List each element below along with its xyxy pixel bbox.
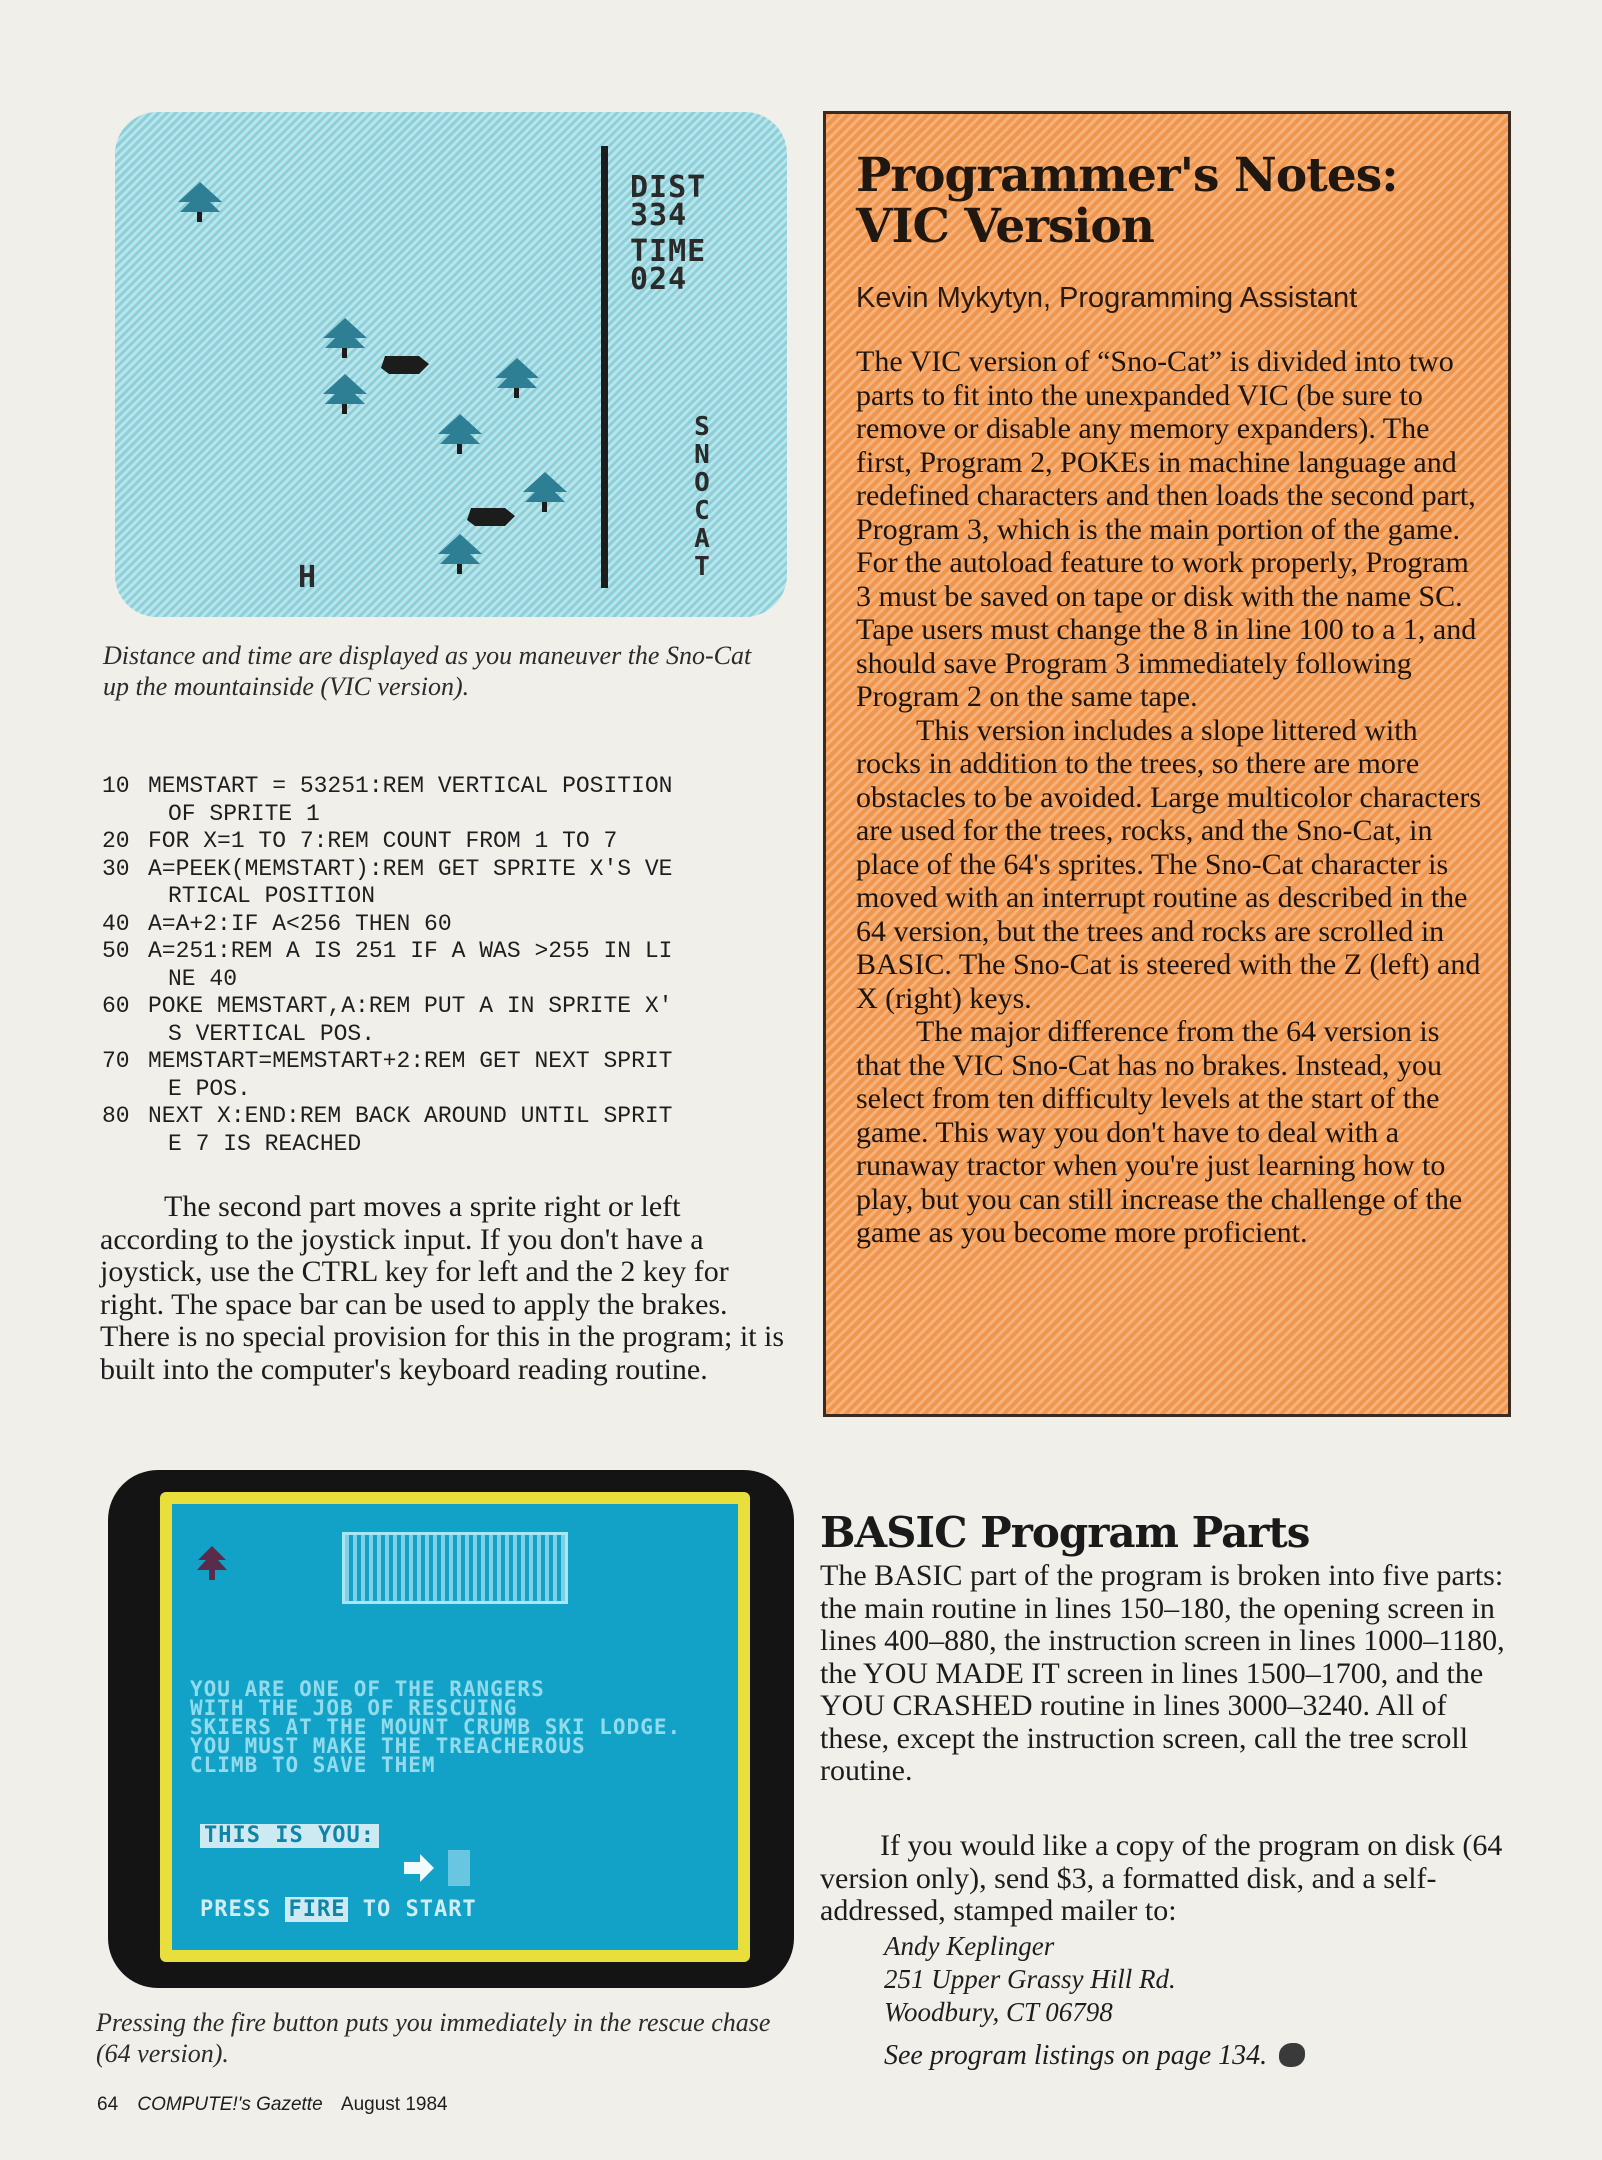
snocat-arrow-icon (400, 1844, 480, 1892)
tree-icon (178, 182, 222, 212)
issue-date: August 1984 (340, 2094, 448, 2115)
sidebar-title: Programmer's Notes: VIC Version (856, 148, 1398, 254)
rock-icon (467, 508, 515, 526)
fire-label: FIRE (285, 1897, 348, 1922)
code-line (102, 773, 792, 801)
vic-game-screenshot (115, 112, 787, 617)
track-boundary (601, 146, 608, 588)
line-number: 10 (102, 773, 130, 799)
game-logo-box (342, 1532, 568, 1604)
copy-offer-paragraph: If you would like a copy of the program on disk (64 version only), send $3, a formatted disk, and a self-addressed, stamped mailer to: (820, 1829, 1503, 1927)
code-statement: MEMSTART = 53251:REM VERTICAL POSITION (148, 773, 673, 799)
line-number: 70 (102, 1048, 130, 1074)
sidebar-paragraph: This version includes a slope littered with rocks in addition to the trees, so there are more obstacles to be avoided. Large multicolor characters are used for the trees, rocks, and the Sno-Cat, in place of the 64's sprites. The Sno-Cat character is moved with an interrupt routine as described in the 64 version, but the trees and rocks are scrolled in BASIC. The Sno-Cat is steered with the Z (left) and X (right) keys. (856, 713, 1482, 1015)
tree-icon (323, 318, 367, 348)
vic-screenshot-caption: Distance and time are displayed as you maneuver the Sno-Cat up the mountainside (VIC version). (103, 641, 752, 701)
distance-label: DIST (630, 170, 707, 205)
c64-screen-border (160, 1492, 750, 1962)
game-title-vertical: SNOCAT (687, 412, 717, 580)
code-listing (102, 773, 792, 1158)
page-number: 64 (97, 2094, 119, 2115)
basic-parts-heading: BASIC Program Parts (820, 1508, 1310, 1557)
tree-icon (438, 534, 482, 564)
rock-icon (381, 356, 429, 374)
time-label: TIME (630, 234, 707, 269)
code-line (102, 856, 792, 884)
left-body-paragraph: The second part moves a sprite right or left according to the joystick input. If you don't have a joystick, use the CTRL key for left and the 2 key for right. The space bar can be used to apply the brakes. There is no special provision for this in the program; it is built into the computer's keyboard reading routine. (100, 1190, 785, 1386)
code-line (102, 938, 792, 966)
code-continuation: RTICAL POSITION (168, 883, 376, 909)
sidebar-paragraph: The major difference from the 64 version is that the VIC Sno-Cat has no brakes. Instead, you select from ten difficulty levels at the start of the game. This way you don't have to deal with a runaway tractor when you're just learning how to play, but you can still increase the challenge of the game as you become more proficient. (856, 1015, 1463, 1249)
code-line (102, 828, 792, 856)
code-line (102, 911, 792, 939)
program-listing-reference: See program listings on page 134. (884, 2040, 1305, 2072)
tree-icon (438, 414, 482, 444)
c64-game-screenshot (108, 1470, 794, 1988)
code-statement: A=PEEK(MEMSTART):REM GET SPRITE X'S VE (148, 855, 673, 882)
press-fire-prompt: PRESS FIRE TO START (200, 1897, 477, 1922)
snocat-player-icon: H (298, 560, 318, 595)
sidebar-byline: Kevin Mykytyn, Programming Assistant (856, 282, 1358, 314)
page-footer (97, 2094, 462, 2116)
c64-screenshot-caption: Pressing the fire button puts you immediately in the rescue chase (64 version). (96, 2008, 771, 2068)
code-statement: MEMSTART=MEMSTART+2:REM GET NEXT SPRIT (148, 1048, 673, 1074)
sidebar-body (856, 345, 1482, 1250)
code-continuation: E POS. (168, 1075, 251, 1102)
c64-screen (172, 1504, 738, 1950)
code-statement: NEXT X:END:REM BACK AROUND UNTIL SPRIT (148, 1103, 673, 1129)
code-statement: A=251:REM A IS 251 IF A WAS >255 IN LI (148, 938, 673, 964)
code-continuation: OF SPRITE 1 (168, 800, 320, 827)
code-statement: POKE MEMSTART,A:REM PUT A IN SPRITE X' (148, 993, 673, 1019)
line-number: 40 (102, 910, 130, 937)
line-number: 30 (102, 855, 130, 882)
line-number: 20 (102, 828, 130, 854)
c64-story-text: YOU ARE ONE OF THE RANGERS WITH THE JOB OF RESCUING SKIERS AT THE MOUNT CRUMB SKI LODGE. YOU MUST MAKE THE TREACHEROUS CLIMB TO SAVE THEM (190, 1677, 682, 1777)
code-line (102, 1048, 792, 1076)
mailing-address: Andy Keplinger 251 Upper Grassy Hill Rd. Woodbury, CT 06798 (884, 1931, 1176, 2027)
line-number: 60 (102, 993, 130, 1019)
line-number: 80 (102, 1103, 130, 1129)
tree-icon (523, 472, 567, 502)
line-number: 50 (102, 938, 130, 964)
publication-name: COMPUTE!'s Gazette (137, 2094, 323, 2115)
code-line (102, 1103, 792, 1131)
this-is-you-label: THIS IS YOU: (200, 1824, 379, 1848)
basic-parts-paragraph: The BASIC part of the program is broken into five parts: the main routine in lines 150–180, the opening screen in lines 400–880, the instruction screen in lines 1000–1180, the YOU MADE IT screen in lines 1500–1700, and the YOU CRASHED routine in lines 3000–3240. All of these, except the instruction screen, call the tree scroll routine. (820, 1559, 1505, 1787)
code-line (102, 993, 792, 1021)
code-statement: FOR X=1 TO 7:REM COUNT FROM 1 TO 7 (148, 828, 618, 854)
end-of-article-icon (1279, 2043, 1305, 2067)
sidebar-paragraph: The VIC version of “Sno-Cat” is divided into two parts to fit into the unexpanded VIC (be sure to remove or disable any memory expanders). The first, Program 2, POKEs in machine language and redefined characters and then loads the second part, Program 3, which is the main portion of the game. For the autoload feature to work properly, Program 3 must be saved on tape or disk with the name SC. Tape users must change the 8 in line 100 to a 1, and should save Program 3 immediately following Program 2 on the same tape. (856, 345, 1477, 713)
code-continuation: S VERTICAL POS. (168, 1020, 376, 1047)
programmers-notes-sidebar (823, 111, 1511, 1417)
code-statement: A=A+2:IF A<256 THEN 60 (148, 910, 452, 937)
code-continuation: NE 40 (168, 965, 238, 992)
tree-icon (194, 1544, 230, 1592)
distance-value: 334 (630, 198, 688, 233)
tree-icon (323, 374, 367, 404)
time-value: 024 (630, 262, 688, 297)
code-continuation: E 7 IS REACHED (168, 1130, 362, 1157)
tree-icon (495, 358, 539, 388)
